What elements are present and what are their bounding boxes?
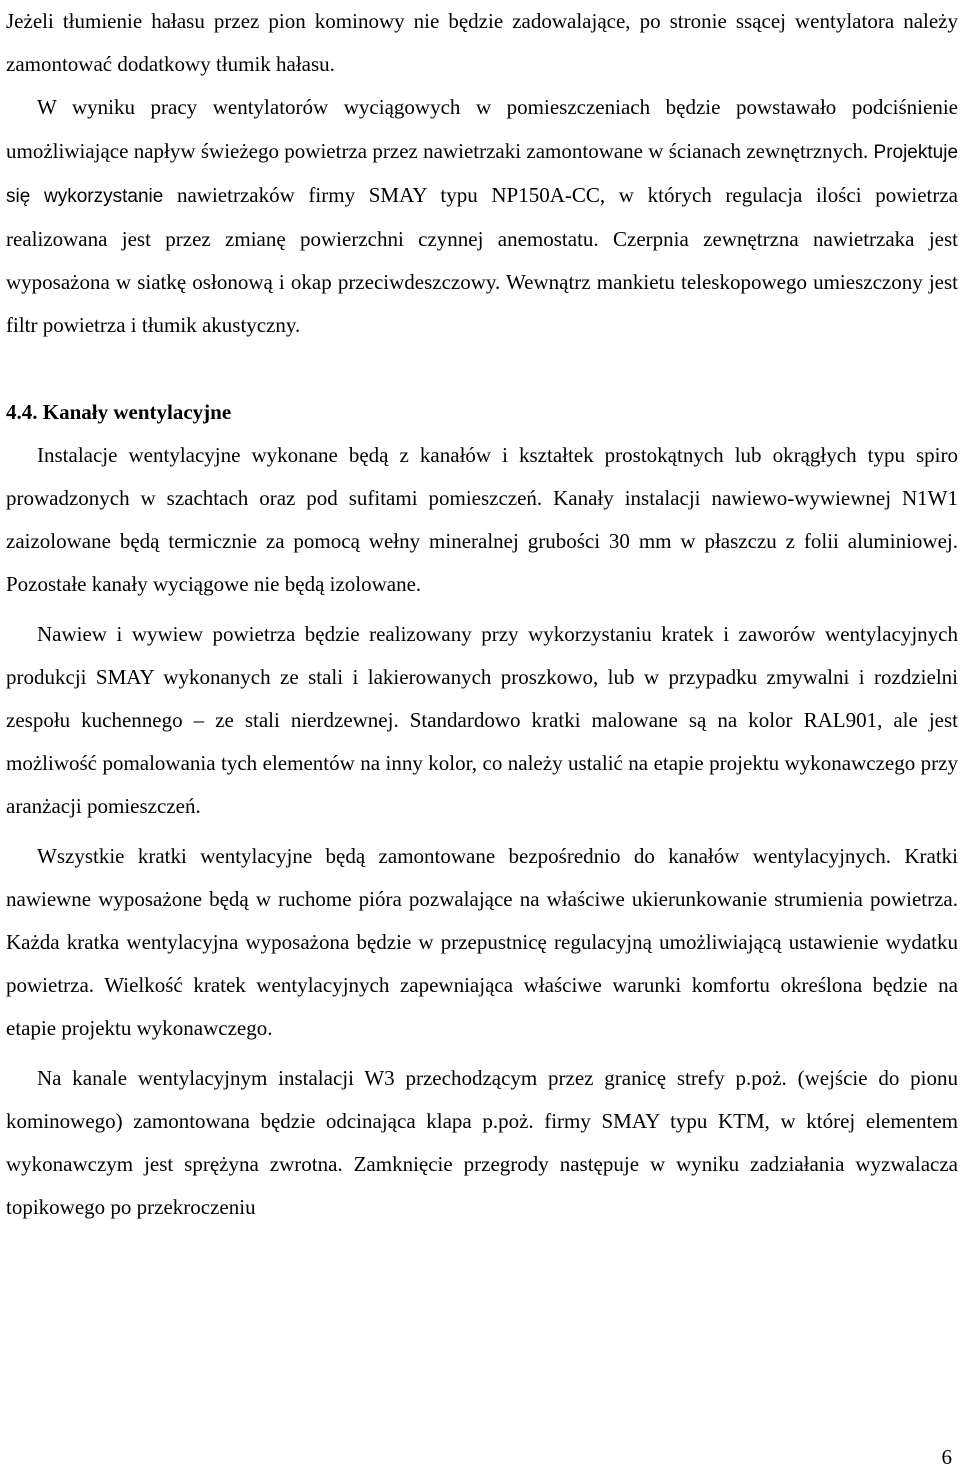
paragraph-duct-installation: Instalacje wentylacyjne wykonane będą z kanałów i kształtek prostokątnych lub okrągłych typu spiro prowadzonych w szachtach oraz pod sufitami pomieszczeń. Kanały instalacji nawiewo-wywiewnej N1W1 zaizolowane będą termicznie za pomocą wełny mineralnej grubości 30 mm w płaszczu z folii aluminiowej. Pozostałe kanały wyciągowe nie będą izolowane. bbox=[6, 442, 958, 597]
paragraph-air-inlets-sentence-2-rest: nawietrzaków firmy SMAY typu NP150A-CC, w których regulacja ilości powietrza realizowana jest przez zmianę powierzchni czynnej anemostatu. Czerpnia zewnętrzna nawietrzaka jest wyposażona w siatkę osłonową i okap przeciwdeszczowy. Wewnątrz mankietu teleskopowego umieszczony jest filtr powietrza i tłumik akustyczny. bbox=[6, 182, 958, 338]
paragraph-supply-exhaust: Nawiew i wywiew powietrza będzie realizowany przy wykorzystaniu kratek i zaworów wentylacyjnych produkcji SMAY wykonanych ze stali i lakierowanych proszkowo, lub w przypadku zmywalni i rozdzielni zespołu kuchennego – ze stali nierdzewnej. Standardowo kratki malowane są na kolor RAL901, ale jest możliwość pomalowania tych elementów na inny kolor, co należy ustalić na etapie projektu wykonawczego przy aranżacji pomieszczeń. bbox=[6, 621, 958, 819]
paragraph-air-inlets-sentence-1: W wyniku pracy wentylatorów wyciągowych w pomieszczeniach będzie powstawało podciśnienie umożliwiające napływ świeżego powietrza przez nawietrzaki zamontowane w ścianach zewnętrznych. bbox=[6, 95, 958, 163]
paragraph-grilles: Wszystkie kratki wentylacyjne będą zamontowane bezpośrednio do kanałów wentylacyjnych. Kratki nawiewne wyposażone będą w ruchome pióra pozwalające na właściwe ukierunkowanie strumienia powietrza. Każda kratka wentylacyjna wyposażona będzie w przepustnicę regulacyjną umożliwiającą ustawienie wydatku powietrza. Wielkość kratek wentylacyjnych zapewniająca właściwe warunki komfortu określona będzie na etapie projektu wykonawczego. bbox=[6, 843, 958, 1041]
paragraph-air-inlets bbox=[6, 86, 958, 347]
paragraph-air-inlets-sentence-2-start: Projektuje się wykorzystanie bbox=[6, 141, 959, 207]
paragraph-fire-damper: Na kanale wentylacyjnym instalacji W3 przechodzącym przez granicę strefy p.poż. (wejście do pionu kominowego) zamontowana będzie odcinająca klapa p.poż. firmy SMAY typu KTM, w której elementem wykonawczym jest sprężyna zwrotna. Zamknięcie przegrody następuje w wyniku zadziałania wyzwalacza topikowego po przekroczeniu bbox=[6, 1065, 958, 1220]
page-number: 6 bbox=[941, 1445, 952, 1469]
section-heading: 4.4. Kanały wentylacyjne bbox=[6, 399, 232, 424]
paragraph-silencer: Jeżeli tłumienie hałasu przez pion kominowy nie będzie zadowalające, po stronie ssącej wentylatora należy zamontować dodatkowy tłumik hałasu. bbox=[6, 9, 958, 77]
document-page bbox=[6, 0, 958, 1229]
